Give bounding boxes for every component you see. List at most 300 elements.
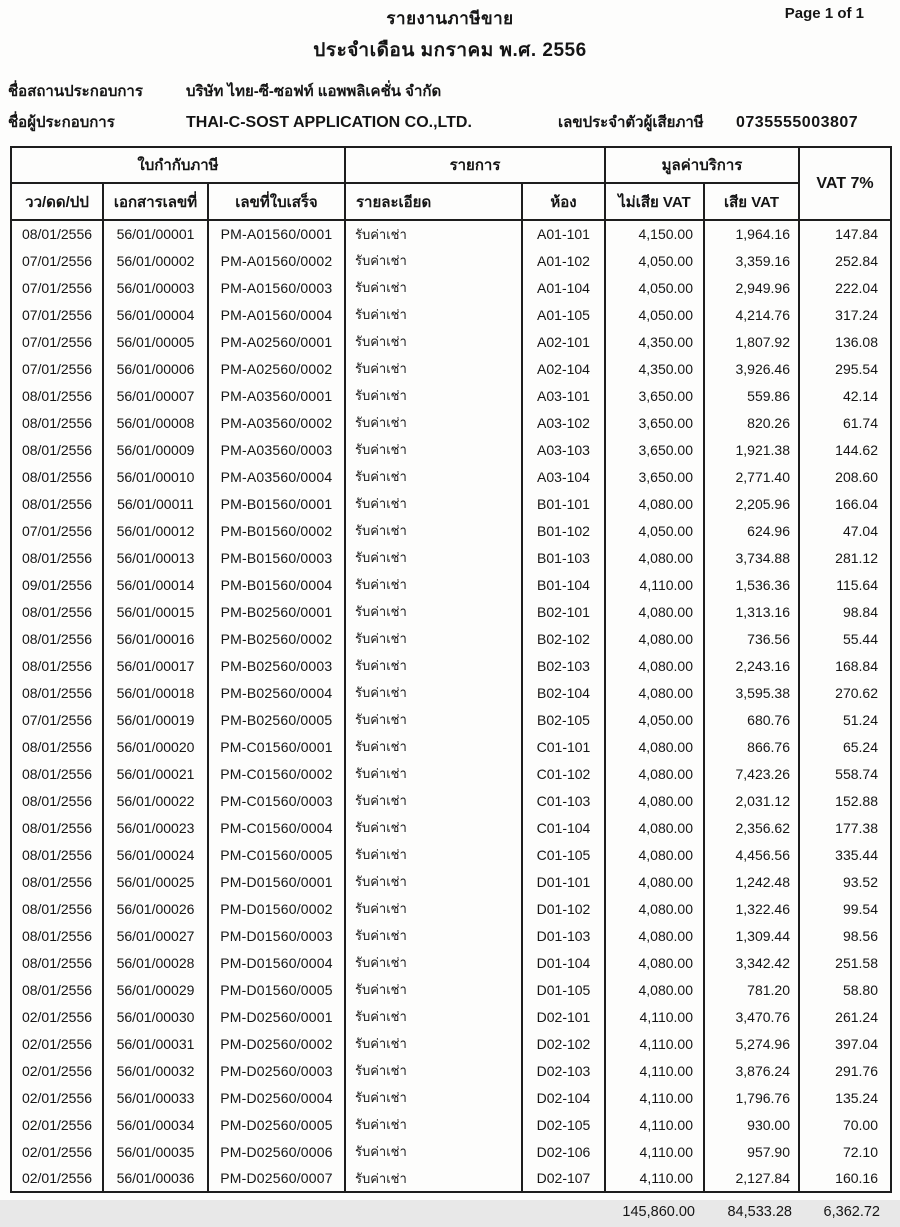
room-cell: C01-105 (522, 841, 605, 868)
table-row (11, 841, 891, 868)
room-cell: B01-104 (522, 571, 605, 598)
doc-no-cell: 56/01/00007 (103, 382, 208, 409)
doc-no-cell: 56/01/00023 (103, 814, 208, 841)
no-vat-cell: 4,080.00 (605, 814, 704, 841)
doc-no-cell: 56/01/00027 (103, 922, 208, 949)
table-row (11, 490, 891, 517)
date-cell: 08/01/2556 (11, 922, 103, 949)
vat-cell: 295.54 (799, 355, 891, 382)
detail-cell: รับค่าเช่า (345, 1084, 522, 1111)
table-row (11, 1084, 891, 1111)
date-cell: 07/01/2556 (11, 355, 103, 382)
vat-cell: 208.60 (799, 463, 891, 490)
detail-cell: รับค่าเช่า (345, 328, 522, 355)
doc-no-cell: 56/01/00030 (103, 1003, 208, 1030)
with-vat-cell: 2,356.62 (704, 814, 799, 841)
report-period: ประจำเดือน มกราคม พ.ศ. 2556 (313, 40, 587, 61)
table-row (11, 1138, 891, 1165)
doc-no-cell: 56/01/00032 (103, 1057, 208, 1084)
column-header-row (11, 183, 891, 220)
operator-label: ชื่อผู้ประกอบการ (8, 114, 115, 131)
no-vat-cell: 4,050.00 (605, 247, 704, 274)
vat-cell: 281.12 (799, 544, 891, 571)
group-header-service-value: มูลค่าบริการ (605, 147, 799, 183)
date-cell: 02/01/2556 (11, 1030, 103, 1057)
table-row (11, 922, 891, 949)
receipt-no-cell: PM-A02560/0002 (208, 355, 345, 382)
receipt-no-cell: PM-D01560/0003 (208, 922, 345, 949)
with-vat-cell: 3,342.42 (704, 949, 799, 976)
with-vat-cell: 866.76 (704, 733, 799, 760)
date-cell: 08/01/2556 (11, 895, 103, 922)
with-vat-cell: 5,274.96 (704, 1030, 799, 1057)
vat-cell: 61.74 (799, 409, 891, 436)
table-header (11, 147, 891, 220)
with-vat-cell: 1,807.92 (704, 328, 799, 355)
no-vat-cell: 4,080.00 (605, 949, 704, 976)
table-row (11, 868, 891, 895)
doc-no-cell: 56/01/00014 (103, 571, 208, 598)
date-cell: 08/01/2556 (11, 733, 103, 760)
detail-cell: รับค่าเช่า (345, 490, 522, 517)
doc-no-cell: 56/01/00002 (103, 247, 208, 274)
doc-no-cell: 56/01/00022 (103, 787, 208, 814)
room-cell: B02-103 (522, 652, 605, 679)
date-cell: 07/01/2556 (11, 247, 103, 274)
with-vat-cell: 3,595.38 (704, 679, 799, 706)
date-cell: 07/01/2556 (11, 274, 103, 301)
table-row (11, 517, 891, 544)
table-row (11, 706, 891, 733)
receipt-no-cell: PM-A03560/0002 (208, 409, 345, 436)
receipt-no-cell: PM-B01560/0002 (208, 517, 345, 544)
no-vat-cell: 4,080.00 (605, 652, 704, 679)
doc-no-cell: 56/01/00020 (103, 733, 208, 760)
vat-cell: 291.76 (799, 1057, 891, 1084)
column-header-vat7: VAT 7% (799, 147, 891, 220)
receipt-no-cell: PM-D02560/0006 (208, 1138, 345, 1165)
detail-cell: รับค่าเช่า (345, 706, 522, 733)
receipt-no-cell: PM-D02560/0003 (208, 1057, 345, 1084)
receipt-no-cell: PM-D01560/0002 (208, 895, 345, 922)
detail-cell: รับค่าเช่า (345, 382, 522, 409)
receipt-no-cell: PM-D01560/0004 (208, 949, 345, 976)
table-body (11, 220, 891, 1192)
no-vat-cell: 4,350.00 (605, 355, 704, 382)
date-cell: 02/01/2556 (11, 1138, 103, 1165)
doc-no-cell: 56/01/00028 (103, 949, 208, 976)
vat-cell: 147.84 (799, 220, 891, 247)
with-vat-cell: 2,031.12 (704, 787, 799, 814)
room-cell: D01-103 (522, 922, 605, 949)
room-cell: D01-104 (522, 949, 605, 976)
with-vat-cell: 1,796.76 (704, 1084, 799, 1111)
vat-cell: 252.84 (799, 247, 891, 274)
detail-cell: รับค่าเช่า (345, 301, 522, 328)
vat-cell: 317.24 (799, 301, 891, 328)
with-vat-cell: 736.56 (704, 625, 799, 652)
doc-no-cell: 56/01/00012 (103, 517, 208, 544)
with-vat-cell: 781.20 (704, 976, 799, 1003)
room-cell: D02-102 (522, 1030, 605, 1057)
with-vat-cell: 1,322.46 (704, 895, 799, 922)
date-cell: 08/01/2556 (11, 868, 103, 895)
room-cell: B02-102 (522, 625, 605, 652)
detail-cell: รับค่าเช่า (345, 652, 522, 679)
detail-cell: รับค่าเช่า (345, 220, 522, 247)
totals-row (10, 1197, 890, 1227)
date-cell: 07/01/2556 (11, 706, 103, 733)
vat-cell: 51.24 (799, 706, 891, 733)
room-cell: D01-102 (522, 895, 605, 922)
room-cell: C01-103 (522, 787, 605, 814)
report-title: รายงานภาษีขาย (386, 9, 514, 28)
column-header-doc-no: เอกสารเลขที่ (103, 183, 208, 220)
vat-cell: 168.84 (799, 652, 891, 679)
with-vat-cell: 2,949.96 (704, 274, 799, 301)
with-vat-cell: 3,876.24 (704, 1057, 799, 1084)
detail-cell: รับค่าเช่า (345, 247, 522, 274)
room-cell: D02-106 (522, 1138, 605, 1165)
date-cell: 02/01/2556 (11, 1165, 103, 1192)
doc-no-cell: 56/01/00034 (103, 1111, 208, 1138)
table-row (11, 895, 891, 922)
receipt-no-cell: PM-C01560/0002 (208, 760, 345, 787)
room-cell: A03-101 (522, 382, 605, 409)
detail-cell: รับค่าเช่า (345, 274, 522, 301)
no-vat-cell: 4,080.00 (605, 787, 704, 814)
table-row (11, 355, 891, 382)
vat-cell: 558.74 (799, 760, 891, 787)
document-header (0, 0, 900, 65)
table-row (11, 220, 891, 247)
table-row (11, 1165, 891, 1192)
with-vat-cell: 2,205.96 (704, 490, 799, 517)
date-cell: 08/01/2556 (11, 436, 103, 463)
detail-cell: รับค่าเช่า (345, 814, 522, 841)
group-header-invoice: ใบกำกับภาษี (11, 147, 345, 183)
no-vat-cell: 4,110.00 (605, 1003, 704, 1030)
with-vat-cell: 1,536.36 (704, 571, 799, 598)
table-row (11, 814, 891, 841)
detail-cell: รับค่าเช่า (345, 625, 522, 652)
receipt-no-cell: PM-A01560/0004 (208, 301, 345, 328)
establishment-name: บริษัท ไทย-ซี-ซอฟท์ แอพพลิเคชั่น จำกัด (186, 83, 442, 100)
no-vat-cell: 4,110.00 (605, 1030, 704, 1057)
room-cell: B02-104 (522, 679, 605, 706)
tax-id-label: เลขประจำตัวผู้เสียภาษี (558, 114, 704, 131)
with-vat-cell: 3,359.16 (704, 247, 799, 274)
room-cell: A02-101 (522, 328, 605, 355)
room-cell: D01-101 (522, 868, 605, 895)
receipt-no-cell: PM-D02560/0001 (208, 1003, 345, 1030)
detail-cell: รับค่าเช่า (345, 1057, 522, 1084)
date-cell: 09/01/2556 (11, 571, 103, 598)
doc-no-cell: 56/01/00019 (103, 706, 208, 733)
vat-cell: 270.62 (799, 679, 891, 706)
no-vat-cell: 3,650.00 (605, 409, 704, 436)
vat-cell: 160.16 (799, 1165, 891, 1192)
date-cell: 07/01/2556 (11, 301, 103, 328)
no-vat-cell: 4,080.00 (605, 922, 704, 949)
detail-cell: รับค่าเช่า (345, 436, 522, 463)
vat-cell: 47.04 (799, 517, 891, 544)
no-vat-cell: 3,650.00 (605, 382, 704, 409)
date-cell: 02/01/2556 (11, 1084, 103, 1111)
vat-cell: 115.64 (799, 571, 891, 598)
date-cell: 08/01/2556 (11, 463, 103, 490)
establishment-label: ชื่อสถานประกอบการ (8, 83, 143, 100)
column-header-no-vat: ไม่เสีย VAT (605, 183, 704, 220)
no-vat-cell: 4,080.00 (605, 760, 704, 787)
doc-no-cell: 56/01/00033 (103, 1084, 208, 1111)
detail-cell: รับค่าเช่า (345, 1138, 522, 1165)
table-row (11, 382, 891, 409)
doc-no-cell: 56/01/00006 (103, 355, 208, 382)
vat-cell: 42.14 (799, 382, 891, 409)
no-vat-cell: 4,080.00 (605, 868, 704, 895)
no-vat-cell: 4,080.00 (605, 841, 704, 868)
receipt-no-cell: PM-A02560/0001 (208, 328, 345, 355)
detail-cell: รับค่าเช่า (345, 598, 522, 625)
no-vat-cell: 4,110.00 (605, 1057, 704, 1084)
date-cell: 08/01/2556 (11, 949, 103, 976)
with-vat-cell: 559.86 (704, 382, 799, 409)
room-cell: C01-101 (522, 733, 605, 760)
no-vat-cell: 4,110.00 (605, 1111, 704, 1138)
date-cell: 08/01/2556 (11, 652, 103, 679)
detail-cell: รับค่าเช่า (345, 868, 522, 895)
no-vat-cell: 4,080.00 (605, 976, 704, 1003)
table-row (11, 571, 891, 598)
doc-no-cell: 56/01/00018 (103, 679, 208, 706)
no-vat-cell: 4,110.00 (605, 1138, 704, 1165)
no-vat-cell: 3,650.00 (605, 436, 704, 463)
with-vat-cell: 1,964.16 (704, 220, 799, 247)
room-cell: A01-104 (522, 274, 605, 301)
doc-no-cell: 56/01/00016 (103, 625, 208, 652)
table-row (11, 247, 891, 274)
detail-cell: รับค่าเช่า (345, 976, 522, 1003)
no-vat-cell: 4,080.00 (605, 679, 704, 706)
receipt-no-cell: PM-D02560/0004 (208, 1084, 345, 1111)
column-header-with-vat: เสีย VAT (704, 183, 799, 220)
room-cell: B01-101 (522, 490, 605, 517)
column-header-room: ห้อง (522, 183, 605, 220)
doc-no-cell: 56/01/00011 (103, 490, 208, 517)
with-vat-cell: 1,921.38 (704, 436, 799, 463)
date-cell: 08/01/2556 (11, 220, 103, 247)
with-vat-cell: 2,243.16 (704, 652, 799, 679)
receipt-no-cell: PM-C01560/0003 (208, 787, 345, 814)
detail-cell: รับค่าเช่า (345, 571, 522, 598)
table-row (11, 787, 891, 814)
total-vat: 6,362.72 (823, 1204, 880, 1220)
receipt-no-cell: PM-A01560/0001 (208, 220, 345, 247)
doc-no-cell: 56/01/00001 (103, 220, 208, 247)
room-cell: D02-105 (522, 1111, 605, 1138)
date-cell: 08/01/2556 (11, 814, 103, 841)
room-cell: A01-105 (522, 301, 605, 328)
date-cell: 08/01/2556 (11, 544, 103, 571)
vat-cell: 58.80 (799, 976, 891, 1003)
date-cell: 07/01/2556 (11, 517, 103, 544)
date-cell: 02/01/2556 (11, 1111, 103, 1138)
date-cell: 08/01/2556 (11, 760, 103, 787)
no-vat-cell: 4,350.00 (605, 328, 704, 355)
no-vat-cell: 4,050.00 (605, 301, 704, 328)
with-vat-cell: 680.76 (704, 706, 799, 733)
doc-no-cell: 56/01/00009 (103, 436, 208, 463)
total-no-vat: 145,860.00 (622, 1204, 695, 1220)
no-vat-cell: 4,080.00 (605, 598, 704, 625)
doc-no-cell: 56/01/00010 (103, 463, 208, 490)
date-cell: 08/01/2556 (11, 787, 103, 814)
with-vat-cell: 3,734.88 (704, 544, 799, 571)
room-cell: B01-102 (522, 517, 605, 544)
date-cell: 08/01/2556 (11, 598, 103, 625)
vat-cell: 251.58 (799, 949, 891, 976)
date-cell: 08/01/2556 (11, 841, 103, 868)
doc-no-cell: 56/01/00025 (103, 868, 208, 895)
date-cell: 08/01/2556 (11, 490, 103, 517)
with-vat-cell: 3,470.76 (704, 1003, 799, 1030)
date-cell: 02/01/2556 (11, 1003, 103, 1030)
table-row (11, 1057, 891, 1084)
with-vat-cell: 820.26 (704, 409, 799, 436)
tax-id-value: 0735555003807 (736, 114, 859, 131)
detail-cell: รับค่าเช่า (345, 679, 522, 706)
with-vat-cell: 4,456.56 (704, 841, 799, 868)
no-vat-cell: 4,080.00 (605, 733, 704, 760)
doc-no-cell: 56/01/00024 (103, 841, 208, 868)
receipt-no-cell: PM-A03560/0003 (208, 436, 345, 463)
vat-cell: 397.04 (799, 1030, 891, 1057)
receipt-no-cell: PM-D02560/0007 (208, 1165, 345, 1192)
receipt-no-cell: PM-A03560/0004 (208, 463, 345, 490)
receipt-no-cell: PM-D01560/0001 (208, 868, 345, 895)
with-vat-cell: 2,127.84 (704, 1165, 799, 1192)
receipt-no-cell: PM-A01560/0002 (208, 247, 345, 274)
column-header-date: วว/ดด/ปป (11, 183, 103, 220)
doc-no-cell: 56/01/00036 (103, 1165, 208, 1192)
page-number: Page 1 of 1 (784, 5, 864, 22)
doc-no-cell: 56/01/00013 (103, 544, 208, 571)
with-vat-cell: 7,423.26 (704, 760, 799, 787)
room-cell: D02-107 (522, 1165, 605, 1192)
receipt-no-cell: PM-D01560/0005 (208, 976, 345, 1003)
table-row (11, 949, 891, 976)
doc-no-cell: 56/01/00008 (103, 409, 208, 436)
doc-no-cell: 56/01/00021 (103, 760, 208, 787)
table-row (11, 1003, 891, 1030)
room-cell: D02-103 (522, 1057, 605, 1084)
table-row (11, 1111, 891, 1138)
doc-no-cell: 56/01/00003 (103, 274, 208, 301)
doc-no-cell: 56/01/00029 (103, 976, 208, 1003)
with-vat-cell: 624.96 (704, 517, 799, 544)
table-row (11, 760, 891, 787)
no-vat-cell: 4,110.00 (605, 571, 704, 598)
no-vat-cell: 4,080.00 (605, 895, 704, 922)
detail-cell: รับค่าเช่า (345, 517, 522, 544)
detail-cell: รับค่าเช่า (345, 544, 522, 571)
detail-cell: รับค่าเช่า (345, 895, 522, 922)
receipt-no-cell: PM-B02560/0004 (208, 679, 345, 706)
detail-cell: รับค่าเช่า (345, 463, 522, 490)
date-cell: 02/01/2556 (11, 1057, 103, 1084)
doc-no-cell: 56/01/00035 (103, 1138, 208, 1165)
vat-cell: 177.38 (799, 814, 891, 841)
receipt-no-cell: PM-B01560/0004 (208, 571, 345, 598)
detail-cell: รับค่าเช่า (345, 787, 522, 814)
date-cell: 08/01/2556 (11, 625, 103, 652)
no-vat-cell: 4,110.00 (605, 1084, 704, 1111)
vat-cell: 261.24 (799, 1003, 891, 1030)
date-cell: 08/01/2556 (11, 382, 103, 409)
table-row (11, 598, 891, 625)
vat-cell: 98.84 (799, 598, 891, 625)
table-row (11, 544, 891, 571)
no-vat-cell: 4,150.00 (605, 220, 704, 247)
table-row (11, 301, 891, 328)
receipt-no-cell: PM-D02560/0005 (208, 1111, 345, 1138)
doc-no-cell: 56/01/00015 (103, 598, 208, 625)
receipt-no-cell: PM-A03560/0001 (208, 382, 345, 409)
no-vat-cell: 4,050.00 (605, 706, 704, 733)
group-header-items: รายการ (345, 147, 605, 183)
vat-cell: 222.04 (799, 274, 891, 301)
vat-cell: 152.88 (799, 787, 891, 814)
date-cell: 08/01/2556 (11, 679, 103, 706)
date-cell: 08/01/2556 (11, 409, 103, 436)
detail-cell: รับค่าเช่า (345, 922, 522, 949)
column-header-detail: รายละเอียด (345, 183, 522, 220)
table-row (11, 463, 891, 490)
no-vat-cell: 4,080.00 (605, 544, 704, 571)
detail-cell: รับค่าเช่า (345, 409, 522, 436)
with-vat-cell: 1,313.16 (704, 598, 799, 625)
detail-cell: รับค่าเช่า (345, 949, 522, 976)
vat-cell: 166.04 (799, 490, 891, 517)
with-vat-cell: 957.90 (704, 1138, 799, 1165)
table-row (11, 436, 891, 463)
room-cell: D02-101 (522, 1003, 605, 1030)
vat-cell: 99.54 (799, 895, 891, 922)
doc-no-cell: 56/01/00005 (103, 328, 208, 355)
receipt-no-cell: PM-C01560/0001 (208, 733, 345, 760)
detail-cell: รับค่าเช่า (345, 733, 522, 760)
table-row (11, 733, 891, 760)
receipt-no-cell: PM-B02560/0001 (208, 598, 345, 625)
detail-cell: รับค่าเช่า (345, 760, 522, 787)
receipt-no-cell: PM-C01560/0005 (208, 841, 345, 868)
room-cell: A01-102 (522, 247, 605, 274)
table-row (11, 328, 891, 355)
receipt-no-cell: PM-B02560/0005 (208, 706, 345, 733)
room-cell: A01-101 (522, 220, 605, 247)
receipt-no-cell: PM-B02560/0003 (208, 652, 345, 679)
company-info (8, 79, 900, 134)
detail-cell: รับค่าเช่า (345, 355, 522, 382)
with-vat-cell: 4,214.76 (704, 301, 799, 328)
no-vat-cell: 4,110.00 (605, 1165, 704, 1192)
receipt-no-cell: PM-A01560/0003 (208, 274, 345, 301)
detail-cell: รับค่าเช่า (345, 1165, 522, 1192)
detail-cell: รับค่าเช่า (345, 1003, 522, 1030)
vat-cell: 144.62 (799, 436, 891, 463)
vat-cell: 55.44 (799, 625, 891, 652)
